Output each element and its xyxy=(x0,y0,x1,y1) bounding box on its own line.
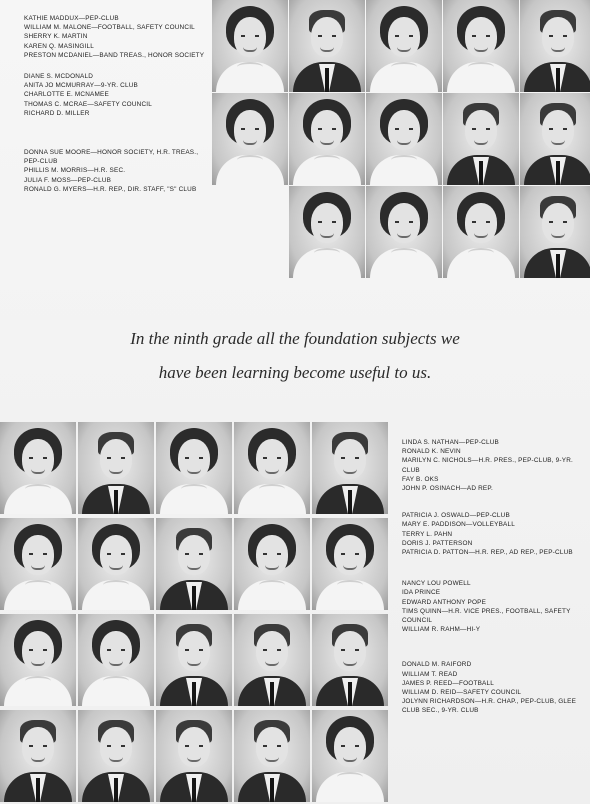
top-name-group-2 xyxy=(24,72,206,118)
student-name: EDWARD ANTHONY POPE xyxy=(402,598,487,606)
student-portrait xyxy=(443,0,519,92)
student-name: MARILYN C. NICHOLS—H.R. PRES., PEP-CLUB, 9-YR. CLUB xyxy=(402,457,574,474)
bottom-name-group-3 xyxy=(402,579,582,634)
student-portrait xyxy=(212,0,288,92)
student-portrait xyxy=(520,0,590,92)
student-portrait xyxy=(312,614,388,706)
student-portrait xyxy=(289,0,365,92)
student-name: LINDA S. NATHAN—PEP-CLUB xyxy=(402,439,500,446)
student-portrait xyxy=(520,93,590,185)
bottom-name-list xyxy=(402,438,582,726)
quote-text xyxy=(0,322,590,390)
student-portrait xyxy=(312,422,388,514)
student-name: TIMS QUINN—H.R. VICE PRES., FOOTBALL, SAFETY COUNCIL xyxy=(402,607,571,625)
student-portrait xyxy=(520,186,590,278)
student-name: JULIA F. MOSS—PEP-CLUB xyxy=(24,176,112,184)
student-portrait xyxy=(156,422,232,514)
student-portrait xyxy=(78,518,154,610)
student-portrait xyxy=(443,186,519,278)
student-name: KAREN Q. MASINGILL xyxy=(24,42,95,50)
student-portrait xyxy=(289,186,365,278)
student-portrait xyxy=(0,518,76,610)
student-name: WILLIAM T. READ xyxy=(402,670,458,678)
student-portrait xyxy=(234,518,310,610)
student-portrait xyxy=(156,614,232,706)
top-name-group-1 xyxy=(24,14,206,60)
student-name: KATHIE MADDUX—PEP-CLUB xyxy=(24,15,119,22)
student-portrait xyxy=(312,710,388,802)
student-name: WILLIAM R. RAHM—HI-Y xyxy=(402,626,481,634)
student-portrait xyxy=(366,0,442,92)
student-name: JOLYNN RICHARDSON—H.R. CHAP., PEP-CLUB, GLEE CLUB SEC., 9-YR. CLUB xyxy=(402,698,577,715)
student-name: IDA PRINCE xyxy=(402,589,441,597)
student-name: RONALD K. NEVIN xyxy=(402,448,461,456)
student-portrait xyxy=(234,422,310,514)
student-portrait xyxy=(366,93,442,185)
student-name: MARY E. PADDISON—VOLLEYBALL xyxy=(402,521,516,529)
student-name: JOHN P. OSINACH—AD REP. xyxy=(402,485,494,493)
student-name: WILLIAM D. REID—SAFETY COUNCIL xyxy=(402,689,522,697)
student-name: CHARLOTTE E. MCNAMEE xyxy=(24,91,109,99)
student-name: DORIS J. PATTERSON xyxy=(402,539,473,547)
student-name: DIANE S. MCDONALD xyxy=(24,73,94,81)
student-portrait xyxy=(0,614,76,706)
student-portrait xyxy=(0,710,76,802)
student-portrait xyxy=(234,614,310,706)
student-portrait xyxy=(212,93,288,185)
student-name: DONALD M. RAIFORD xyxy=(402,661,472,669)
student-portrait xyxy=(156,518,232,610)
student-portrait xyxy=(289,93,365,185)
bottom-name-group-2 xyxy=(402,511,582,557)
student-name: DONNA SUE MOORE—HONOR SOCIETY, H.R. TREAS., PEP-CLUB xyxy=(24,149,199,166)
bottom-name-group-4 xyxy=(402,660,582,715)
top-photo-grid xyxy=(212,0,590,280)
student-name: SHERRY K. MARTIN xyxy=(24,33,88,41)
top-name-list xyxy=(24,14,206,204)
student-portrait xyxy=(78,422,154,514)
student-portrait xyxy=(0,422,76,514)
student-portrait xyxy=(312,518,388,610)
student-name: THOMAS C. MCRAE—SAFETY COUNCIL xyxy=(24,100,153,108)
student-name: JAMES P. REED—FOOTBALL xyxy=(402,679,494,687)
student-name: FAY B. OKS xyxy=(402,475,439,483)
student-name: RONALD G. MYERS—H.R. REP., DIR. STAFF, "S" CLUB xyxy=(24,185,197,193)
student-portrait xyxy=(78,710,154,802)
student-portrait xyxy=(234,710,310,802)
student-portrait xyxy=(366,186,442,278)
student-name: RICHARD D. MILLER xyxy=(24,109,90,117)
bottom-name-group-1 xyxy=(402,438,582,493)
quote-line: In the ninth grade all the foundation subjects we xyxy=(130,329,460,348)
student-portrait xyxy=(78,614,154,706)
student-name: PRESTON MCDANIEL—BAND TREAS., HONOR SOCIETY xyxy=(24,51,205,59)
bottom-photo-grid xyxy=(0,422,392,804)
student-portrait xyxy=(156,710,232,802)
student-name: NANCY LOU POWELL xyxy=(402,580,471,588)
student-name: WILLIAM M. MALONE—FOOTBALL, SAFETY COUNCIL xyxy=(24,24,195,32)
student-name: PHILLIS M. MORRIS—H.R. SEC. xyxy=(24,167,126,175)
student-name: PATRICIA D. PATTON—H.R. REP., AD REP., PEP-CLUB xyxy=(402,549,573,557)
quote-line: have been learning become useful to us. xyxy=(158,363,432,382)
student-name: PATRICIA J. OSWALD—PEP-CLUB xyxy=(402,512,510,520)
student-name: ANITA JO MCMURRAY—9-YR. CLUB xyxy=(24,82,139,90)
student-portrait xyxy=(443,93,519,185)
top-name-group-3 xyxy=(24,148,206,194)
student-name: TERRY L. PAHN xyxy=(402,530,453,538)
